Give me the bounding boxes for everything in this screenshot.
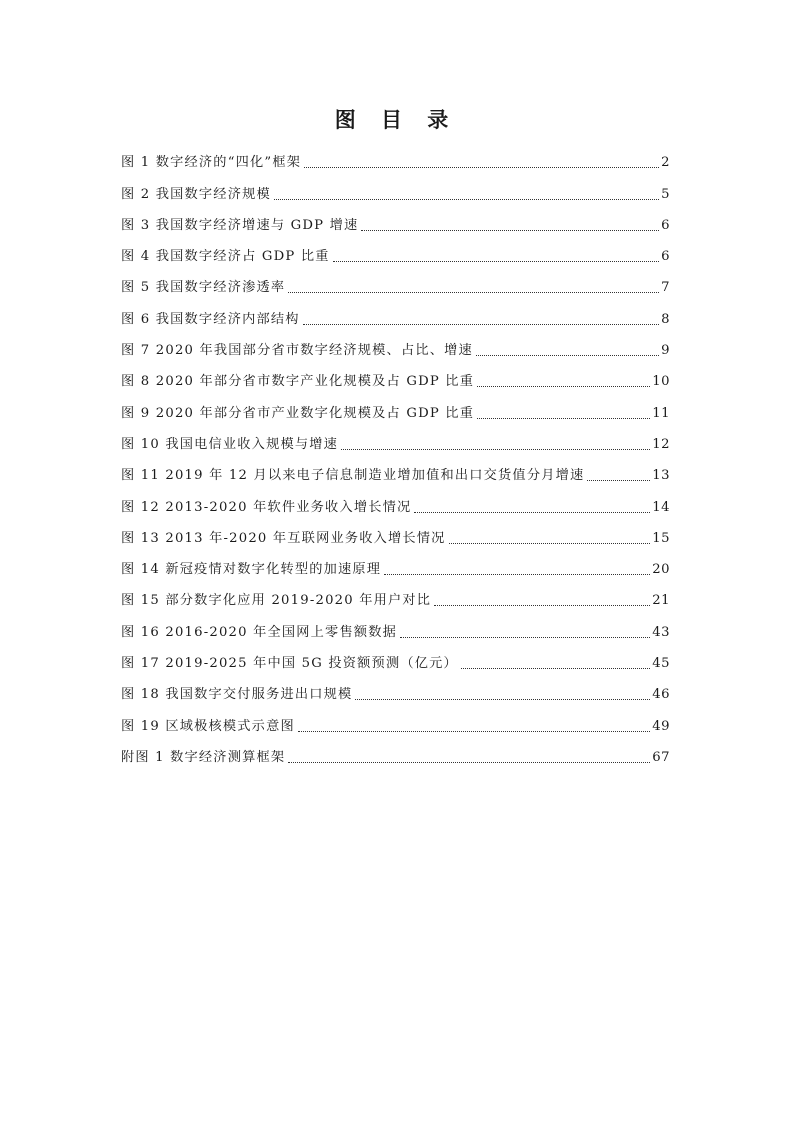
dot-leader (587, 480, 650, 481)
toc-entry-page-number: 7 (661, 280, 670, 296)
toc-entry-label: 图 3 我国数字经济增速与 GDP 增速 (121, 217, 359, 233)
toc-entry-label: 图 13 2013 年-2020 年互联网业务收入增长情况 (121, 530, 446, 546)
dot-leader (476, 355, 659, 356)
dot-leader (449, 543, 651, 544)
toc-entry[interactable] (121, 737, 670, 768)
toc-entry-page-number: 6 (661, 217, 670, 233)
toc-entry[interactable] (121, 298, 670, 329)
toc-entry[interactable] (121, 674, 670, 705)
toc-entry-page-number: 14 (652, 499, 670, 515)
dot-leader (298, 731, 650, 732)
toc-entry[interactable] (121, 580, 670, 611)
toc-entry-page-number: 10 (652, 374, 670, 390)
toc-entry-label: 图 11 2019 年 12 月以来电子信息制造业增加值和出口交货值分月增速 (121, 468, 585, 484)
toc-entry[interactable] (121, 361, 670, 392)
toc-entry[interactable] (121, 392, 670, 423)
toc-entry-page-number: 5 (661, 186, 670, 202)
dot-leader (304, 167, 659, 168)
toc-entry-label: 图 12 2013-2020 年软件业务收入增长情况 (121, 499, 412, 515)
dot-leader (361, 230, 659, 231)
toc-entry[interactable] (121, 549, 670, 580)
toc-entry[interactable] (121, 236, 670, 267)
toc-entry-label: 图 7 2020 年我国部分省市数字经济规模、占比、增速 (121, 343, 473, 359)
toc-entry-page-number: 67 (652, 749, 670, 765)
toc-entry[interactable] (121, 611, 670, 642)
toc-entry[interactable] (121, 267, 670, 298)
toc-entry[interactable] (121, 173, 670, 204)
dot-leader (434, 605, 650, 606)
toc-entry-page-number: 11 (652, 405, 670, 421)
dot-leader (274, 199, 659, 200)
toc-entry-label: 图 6 我国数字经济内部结构 (121, 311, 300, 327)
toc-entry-label: 图 1 数字经济的“四化”框架 (121, 155, 302, 171)
dot-leader (288, 762, 650, 763)
toc-entry-label: 图 17 2019-2025 年中国 5G 投资额预测（亿元） (121, 656, 458, 672)
toc-entry-label: 图 10 我国电信业收入规模与增速 (121, 436, 339, 452)
dot-leader (400, 637, 650, 638)
dot-leader (477, 418, 650, 419)
dot-leader (303, 324, 659, 325)
toc-entry-label: 图 5 我国数字经济渗透率 (121, 280, 286, 296)
toc-entry-page-number: 12 (652, 436, 670, 452)
toc-entry-page-number: 15 (652, 530, 670, 546)
page-title: 图 目 录 (334, 108, 458, 132)
toc-entry-page-number: 20 (652, 562, 670, 578)
toc-entry-page-number: 43 (652, 624, 670, 640)
dot-leader (477, 386, 650, 387)
toc-entry[interactable] (121, 330, 670, 361)
toc-entry-page-number: 8 (661, 311, 670, 327)
toc-entry-label: 图 16 2016-2020 年全国网上零售额数据 (121, 624, 397, 640)
toc-entry-page-number: 46 (652, 687, 670, 703)
toc-entry[interactable] (121, 518, 670, 549)
toc-entry-page-number: 2 (661, 155, 670, 171)
toc-entry-page-number: 9 (661, 343, 670, 359)
toc-entry[interactable] (121, 424, 670, 455)
toc-entry[interactable] (121, 486, 670, 517)
toc-entry-label: 图 2 我国数字经济规模 (121, 186, 271, 202)
dot-leader (384, 574, 650, 575)
toc-entry-page-number: 13 (652, 468, 670, 484)
toc-entry-label: 图 15 部分数字化应用 2019-2020 年用户对比 (121, 593, 432, 609)
toc-entry-label: 图 9 2020 年部分省市产业数字化规模及占 GDP 比重 (121, 405, 475, 421)
dot-leader (461, 668, 650, 669)
toc-entry[interactable] (121, 142, 670, 173)
dot-leader (355, 699, 650, 700)
dot-leader (414, 512, 650, 513)
toc-entry-page-number: 49 (652, 718, 670, 734)
toc-entry-page-number: 6 (661, 249, 670, 265)
toc-entry-label: 图 4 我国数字经济占 GDP 比重 (121, 249, 330, 265)
toc-entry[interactable] (121, 705, 670, 736)
dot-leader (288, 292, 659, 293)
toc-entry-label: 图 19 区域极核模式示意图 (121, 718, 295, 734)
dot-leader (333, 261, 659, 262)
figure-list (121, 142, 670, 768)
dot-leader (341, 449, 650, 450)
toc-entry-page-number: 45 (652, 656, 670, 672)
toc-entry-page-number: 21 (652, 593, 670, 609)
toc-entry-label: 图 8 2020 年部分省市数字产业化规模及占 GDP 比重 (121, 374, 475, 390)
toc-entry[interactable] (121, 205, 670, 236)
toc-entry[interactable] (121, 455, 670, 486)
toc-entry-label: 图 18 我国数字交付服务进出口规模 (121, 687, 353, 703)
toc-entry-label: 图 14 新冠疫情对数字化转型的加速原理 (121, 562, 382, 578)
toc-entry-label: 附图 1 数字经济测算框架 (121, 749, 286, 765)
toc-entry[interactable] (121, 643, 670, 674)
